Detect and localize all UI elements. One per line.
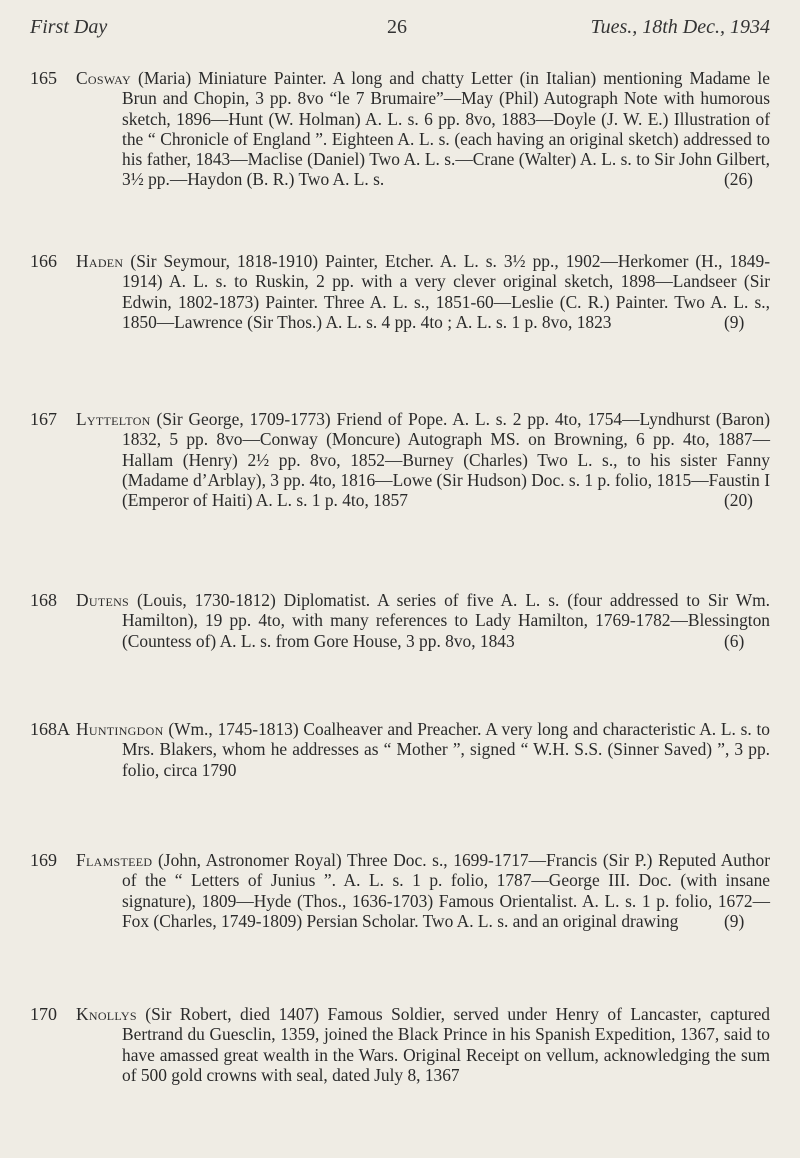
lot-entry [30,251,770,332]
lot-text: (Louis, 1730-1812) Diplomatist. A series of five A. L. s. (four addressed to Sir Wm. Hamilton), 19 pp. 4to, with many references to Lady Hamilton, 1769-1782—Blessington (Countess of) A. L. s. from Gore House, 3 pp. 8vo, 1843 [122,590,770,651]
lot-entry [30,1004,770,1085]
lot-number: 168A [30,719,70,739]
running-head-right: Tues., 18th Dec., 1934 [590,16,770,38]
lot-number: 168 [30,590,57,610]
running-head [30,16,770,46]
lot-number: 169 [30,850,57,870]
lot-text: (Sir George, 1709-1773) Friend of Pope. A. L. s. 2 pp. 4to, 1754—Lyndhurst (Baron) 1832, 5 pp. 8vo—Conway (Moncure) Autograph MS. on Browning, 6 pp. 4to, 1887—Hallam (Henry) 2½ pp. 8vo, 1852—Burney (Charles) Two L. s., to his sister Fanny (Madame d’Arblay), 3 pp. 4to, 1816—Lowe (Sir Hudson) Doc. s. 1 p. folio, 1815—Faustin I (Emperor of Haiti) A. L. s. 1 p. 4to, 1857 [122,409,770,511]
lot-name: Haden [76,251,124,271]
lot-entry [30,719,770,780]
lot-name: Knollys [76,1004,137,1024]
lot-description: Cosway (Maria) Miniature Painter. A long and chatty Letter (in Italian) mentioning Madame le Brun and Chopin, 3 pp. 8vo “le 7 Brumaire”—May (Phil) Autograph Note with humorous sketch, 1896—Hunt (W. Holman) A. L. s. 6 pp. 8vo, 1883—Doyle (J. W. E.) Illustration of the “ Chronicle of England ”. Eighteen A. L. s. (each having an original sketch) addressed to his father, 1843—Maclise (Daniel) Two A. L. s.—Crane (Walter) A. L. s. to Sir John Gilbert, 3½ pp.—Haydon (B. R.) Two A. L. s. (26) [76,68,770,190]
lot-description: Lyttelton (Sir George, 1709-1773) Friend of Pope. A. L. s. 2 pp. 4to, 1754—Lyndhurst (Baron) 1832, 5 pp. 8vo—Conway (Moncure) Autograph MS. on Browning, 6 pp. 4to, 1887—Hallam (Henry) 2½ pp. 8vo, 1852—Burney (Charles) Two L. s., to his sister Fanny (Madame d’Arblay), 3 pp. 4to, 1816—Lowe (Sir Hudson) Doc. s. 1 p. folio, 1815—Faustin I (Emperor of Haiti) A. L. s. 1 p. 4to, 1857 (20) [76,409,770,511]
lot-number: 165 [30,68,57,88]
lot-text: (Wm., 1745-1813) Coalheaver and Preacher. A very long and characteristic A. L. s. to Mrs. Blakers, whom he addresses as “ Mother ”, signed “ W.H. S.S. (Sinner Saved) ”, 3 pp. folio, circa 1790 [122,719,770,780]
lot-description: Dutens (Louis, 1730-1812) Diplomatist. A series of five A. L. s. (four addressed to Sir Wm. Hamilton), 19 pp. 4to, with many references to Lady Hamilton, 1769-1782—Blessington (Countess of) A. L. s. from Gore House, 3 pp. 8vo, 1843 (6) [76,590,770,651]
lot-description: Flamsteed (John, Astronomer Royal) Three Doc. s., 1699-1717—Francis (Sir P.) Reputed Author of the “ Letters of Junius ”. A. L. s. 1 p. folio, 1787—George III. Doc. (with insane signature), 1809—Hyde (Thos., 1636-1703) Famous Orientalist. A. L. s. 1 p. folio, 1672—Fox (Charles, 1749-1809) Persian Scholar. Two A. L. s. and an original drawing (9) [76,850,770,931]
lot-description: Haden (Sir Seymour, 1818-1910) Painter, Etcher. A. L. s. 3½ pp., 1902—Herkomer (H., 1849-1914) A. L. s. to Ruskin, 2 pp. with a very clever original sketch, 1898—Landseer (Sir Edwin, 1802-1873) Painter. Three A. L. s., 1851-60—Leslie (C. R.) Painter. Two A. L. s., 1850—Lawrence (Sir Thos.) A. L. s. 4 pp. 4to ; A. L. s. 1 p. 8vo, 1823 (9) [76,251,770,332]
lot-number: 170 [30,1004,57,1024]
lot-description [76,1004,770,1085]
lot-description [76,719,770,780]
lot-name: Lyttelton [76,409,151,429]
lot-name: Huntingdon [76,719,164,739]
lot-entry [30,850,770,931]
lot-text: (Sir Seymour, 1818-1910) Painter, Etcher. A. L. s. 3½ pp., 1902—Herkomer (H., 1849-1914) A. L. s. to Ruskin, 2 pp. with a very clever original sketch, 1898—Landseer (Sir Edwin, 1802-1873) Painter. Three A. L. s., 1851-60—Leslie (C. R.) Painter. Two A. L. s., 1850—Lawrence (Sir Thos.) A. L. s. 4 pp. 4to ; A. L. s. 1 p. 8vo, 1823 [122,251,770,332]
lot-entry [30,68,770,190]
lot-text: (Maria) Miniature Painter. A long and chatty Letter (in Italian) mentioning Madame le Brun and Chopin, 3 pp. 8vo “le 7 Brumaire”—May (Phil) Autograph Note with humorous sketch, 1896—Hunt (W. Holman) A. L. s. 6 pp. 8vo, 1883—Doyle (J. W. E.) Illustration of the “ Chronicle of England ”. Eighteen A. L. s. (each having an original sketch) addressed to his father, 1843—Maclise (Daniel) Two A. L. s.—Crane (Walter) A. L. s. to Sir John Gilbert, 3½ pp.—Haydon (B. R.) Two A. L. s. [122,68,770,190]
lot-entry [30,409,770,510]
lot-number: 166 [30,251,57,271]
lot-number: 167 [30,409,57,429]
lot-name: Flamsteed [76,850,153,870]
running-head-left: First Day [30,16,108,38]
lot-text: (John, Astronomer Royal) Three Doc. s., 1699-1717—Francis (Sir P.) Reputed Author of the “ Letters of Junius ”. A. L. s. 1 p. folio, 1787—George III. Doc. (with insane signature), 1809—Hyde (Thos., 1636-1703) Famous Orientalist. A. L. s. 1 p. folio, 1672—Fox (Charles, 1749-1809) Persian Scholar. Two A. L. s. and an original drawing [122,850,770,931]
page-number: 26 [387,16,407,38]
lot-name: Dutens [76,590,130,610]
lot-text: (Sir Robert, died 1407) Famous Soldier, served under Henry of Lancaster, captured Bertrand du Guesclin, 1359, joined the Black Prince in his Spanish Expedition, 1367, said to have amassed great wealth in the Wars. Original Receipt on vellum, acknowledging the sum of 500 gold crowns with seal, dated July 8, 1367 [122,1004,770,1085]
lot-name: Cosway [76,68,131,88]
lot-entry [30,590,770,651]
